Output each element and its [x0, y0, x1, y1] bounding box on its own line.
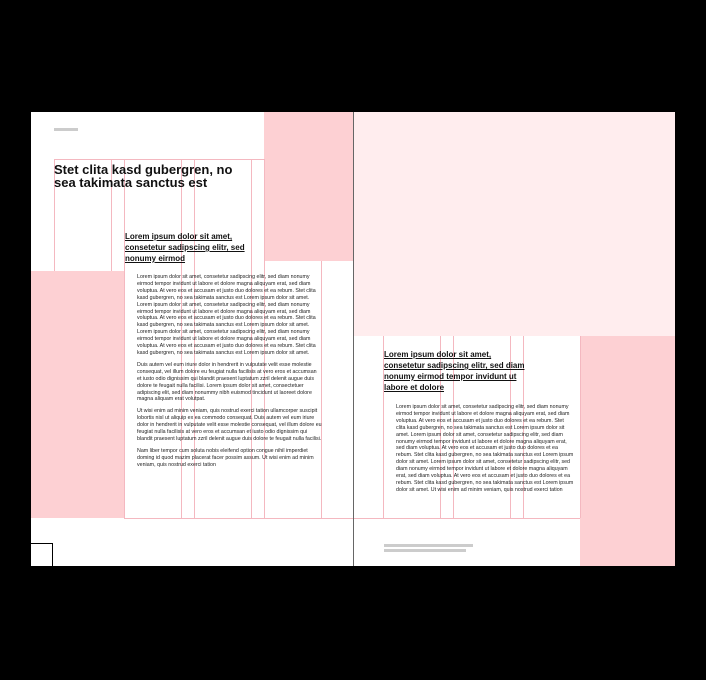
footer-placeholder-bar: [384, 549, 466, 552]
left-paragraph-1: Lorem ipsum dolor sit amet, consetetur sadipscing elitr, sed diam nonumy eirmod tempor invidunt ut labore et dolore magna aliquyam erat, sed diam voluptua. At vero eos et accusam et justo duo dolores et ea rebum. Stet clita kasd gubergren, no sea takimata sanctus est Lorem ipsum dolor sit amet. Lorem ipsum dolor sit amet, consetetur sadipscing elitr, sed diam nonumy eirmod tempor invidunt ut labore et dolore magna aliquyam erat, sed diam voluptua. At vero eos et accusam et justo duo dolores et ea rebum. Stet clita kasd gubergren, no sea takimata sanctus est Lorem ipsum dolor sit amet. Lorem ipsum dolor sit amet, consetetur sadipscing elitr, sed diam nonumy eirmod tempor invidunt ut labore et dolore magna aliquyam erat, sed diam voluptua. At vero eos et accusam et justo duo dolores et ea rebum. Stet clita kasd gubergren, no sea takimata sanctus est Lorem ipsum dolor sit amet.: [137, 274, 316, 356]
left-subheading: Lorem ipsum dolor sit amet, consetetur sadipscing elitr, sed nonumy eirmod: [125, 232, 245, 263]
guide-line: [124, 159, 125, 518]
corner-mark: [31, 543, 53, 566]
pink-block-left: [31, 271, 124, 518]
left-paragraph-3: Ut wisi enim ad minim veniam, quis nostrud exerci tation ullamcorper suscipit lobortis nisl ut aliquip ex ea commodo consequat. Duis autem vel eum iriure dolor in hendrerit in vulputate velit esse molestie consequat, vel illum dolore eu feugiat nulla facilisis at vero eros et accumsan et iusto odio dignissim qui blandit praesent luptatum zzril delenit augue duis dolore te feugait nulla facilisi.: [137, 408, 322, 442]
left-paragraph-4: Nam liber tempor cum soluta nobis eleifend option congue nihil imperdiet doming id quod mazim placerat facer possim assum. Ut wisi enim ad minim veniam, quis nostrud exerci tation: [137, 447, 314, 468]
footer-placeholder-bar: [384, 544, 473, 547]
guide-line: [124, 518, 353, 519]
guide-line: [580, 336, 581, 518]
right-body-text: [396, 404, 574, 499]
guide-line: [354, 518, 580, 519]
page-title: Stet clita kasd gubergren, no sea takimata sanctus est: [54, 162, 233, 190]
pink-block-right-top: [354, 112, 675, 336]
left-paragraph-2: Duis autem vel eum iriure dolor in hendrerit in vulputate velit esse molestie consequat, vel illum dolore eu feugiat nulla facilisis at vero eros et accumsan et iusto odio dignissim qui blandit praesent luptatum zzril delenit augue duis dolore te feugait nulla facilisi. Lorem ipsum dolor sit amet, consectetuer adipiscing elit, sed diam nonummy nibh euismod tincidunt ut laoreet dolore magna aliquam erat volutpat.: [137, 361, 317, 403]
spine-divider: [353, 112, 354, 566]
guide-line: [54, 159, 264, 160]
right-paragraph-1: Lorem ipsum dolor sit amet, consetetur sadipscing elitr, sed diam nonumy eirmod tempor invidunt ut labore et dolore magna aliquyam erat, sed diam voluptua. At vero eos et accusam et justo duo dolores et ea rebum. Stet clita kasd gubergren, no sea takimata sanctus est Lorem ipsum dolor sit amet. Lorem ipsum dolor sit amet, consetetur sadipscing elitr, sed diam nonumy eirmod tempor invidunt ut labore et dolore magna aliquyam erat, sed diam voluptua. At vero eos et accusam et justo duo dolores et ea rebum. Stet clita kasd gubergren, no sea takimata sanctus est Lorem ipsum dolor sit amet. Lorem ipsum dolor sit amet, consetetur sadipscing elitr, sed diam nonumy eirmod tempor invidunt ut labore et dolore magna aliquyam erat, sed diam voluptua. At vero eos et accusam et justo duo dolores et ea rebum. Stet clita kasd gubergren, no sea takimata sanctus est Lorem ipsum dolor sit amet. Ut wisi enim ad minim veniam, quis nostrud exerci tation: [396, 404, 574, 493]
right-subheading: Lorem ipsum dolor sit amet, consetetur sadipscing elitr, sed diam nonumy eirmod tempor invidunt ut labore et dolore: [384, 350, 525, 392]
left-body-text: [137, 274, 322, 474]
pink-block-right-bottom: [580, 336, 675, 566]
magazine-spread: [31, 112, 675, 566]
header-placeholder-bar: [54, 128, 78, 131]
pink-block-top-right: [264, 112, 353, 261]
